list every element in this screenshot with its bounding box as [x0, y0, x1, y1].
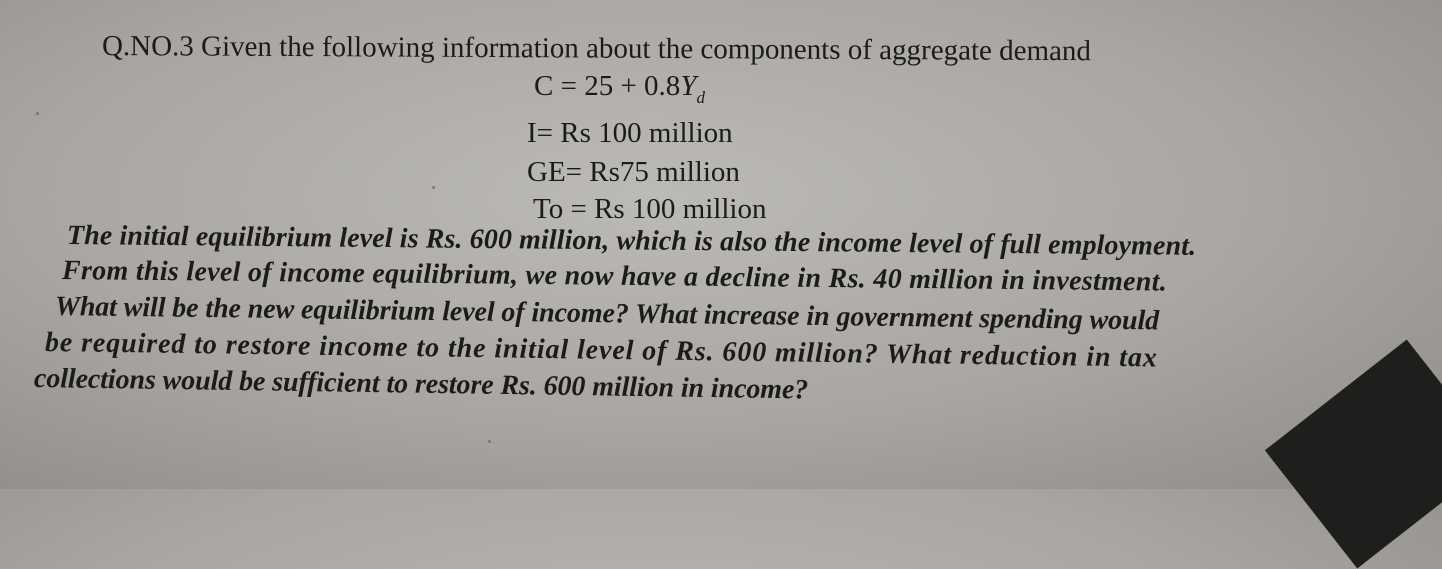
investment-equation: I= Rs 100 million — [527, 117, 733, 149]
paragraph-line-4: be required to restore income to the initial level of Rs. 600 million? What reduction in tax — [44, 327, 1159, 374]
question-header — [102, 30, 1091, 68]
question-intro: Given the following information about the components of aggregate demand — [201, 30, 1092, 68]
corner-shadow — [1265, 339, 1442, 568]
question-number: Q.NO.3 — [101, 30, 194, 63]
consumption-variable: Y — [680, 70, 697, 102]
paragraph-line-3: What will be the new equilibrium level of income? What increase in government spending would — [54, 291, 1160, 337]
consumption-equation-lhs: C = 25 + 0.8 — [534, 70, 681, 102]
paragraph-line-1: The initial equilibrium level is Rs. 600 million, which is also the income level of full employment. — [66, 220, 1197, 262]
consumption-subscript: d — [696, 88, 705, 107]
tax-equation: To = Rs 100 million — [533, 193, 767, 225]
paragraph-line-2: From this level of income equilibrium, we now have a decline in Rs. 40 million in investment. — [61, 255, 1168, 298]
paragraph-line-5: collections would be sufficient to restore Rs. 600 million in income? — [33, 363, 809, 406]
paper-speck — [36, 112, 39, 115]
government-expenditure-equation: GE= Rs75 million — [527, 156, 740, 188]
paper-speck — [432, 186, 435, 189]
consumption-equation — [534, 70, 705, 107]
paper-speck — [488, 440, 491, 443]
